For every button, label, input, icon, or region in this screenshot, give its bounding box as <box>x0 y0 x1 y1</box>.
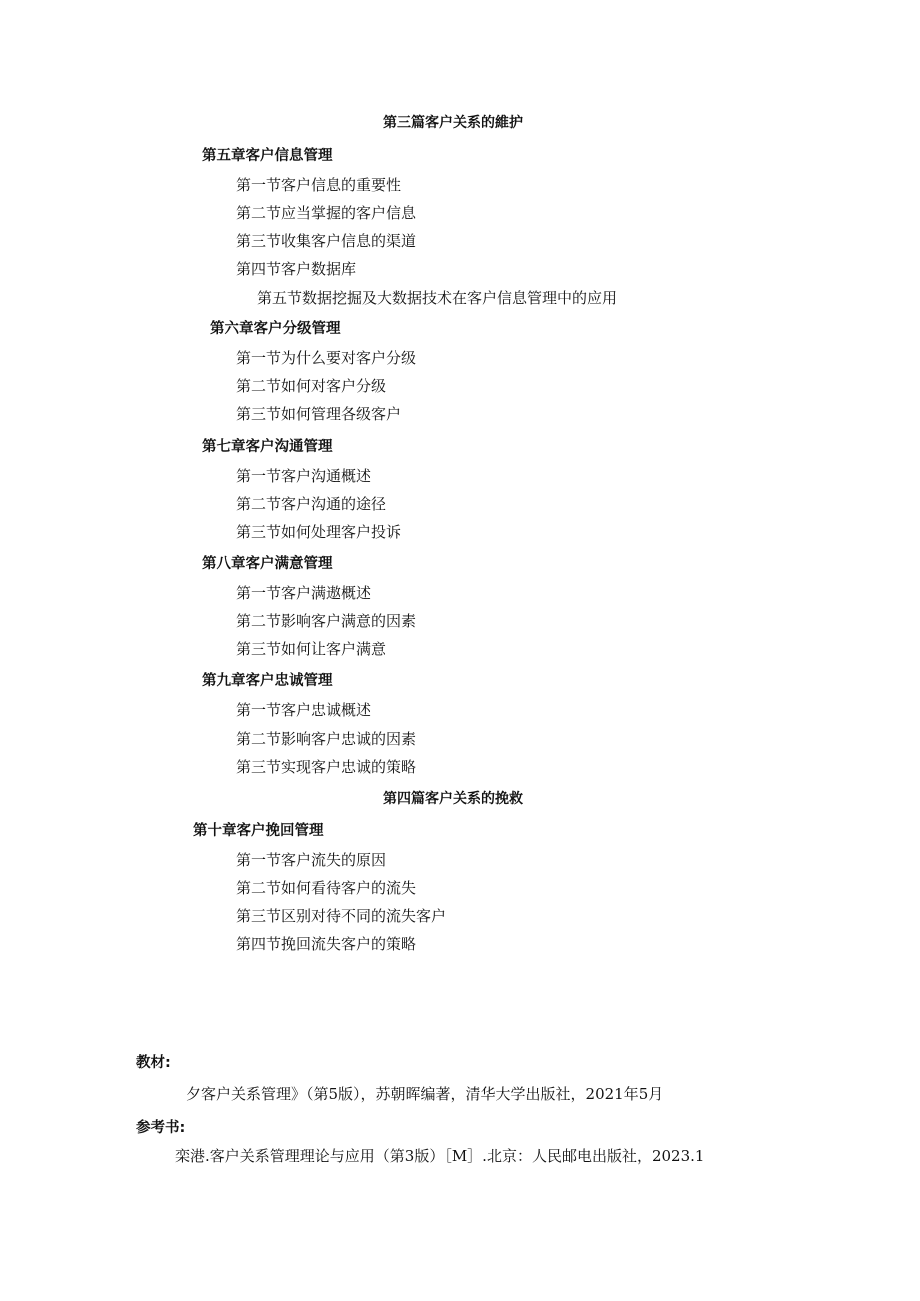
section-item: 第三节如何让客户满意 <box>236 640 387 658</box>
section-item: 第四节挽回流失客户的策略 <box>236 935 417 953</box>
section-item: 第二节如何看待客户的流失 <box>236 879 417 897</box>
section-item: 第二节应当掌握的客户信息 <box>236 204 417 222</box>
chapter-title: 第六章客户分级管理 <box>210 321 341 337</box>
part-title: 第四篇客户关系的挽救 <box>383 791 523 807</box>
chapter-title: 第五章客户信息管理 <box>202 148 333 164</box>
reference-label: 参考书: <box>136 1120 186 1136</box>
section-item: 第一节客户满遨概述 <box>236 584 372 602</box>
section-item: 第二节客户沟通的途径 <box>236 495 387 513</box>
section-item: 第一节客户信息的重要性 <box>236 176 402 194</box>
reference-entry: 栾港.客户关系管理理论与应用（第3版）［M］.北京：人民邮电出版社，2023.1 <box>175 1147 705 1165</box>
section-item: 第三节实现客户忠诚的策略 <box>236 758 417 776</box>
textbook-entry: 夕客户关系管理》（第5版），苏朝晖编著，清华大学出版社，2021年5月 <box>186 1085 664 1103</box>
section-item: 第三节收集客户信息的渠道 <box>236 232 417 250</box>
section-item: 第一节客户沟通概述 <box>236 467 372 485</box>
section-item: 第三节如何处理客户投诉 <box>236 523 402 541</box>
chapter-title: 第九章客户忠诚管理 <box>202 673 333 689</box>
textbook-label: 教材: <box>136 1055 171 1071</box>
chapter-title: 第八章客户满意管理 <box>202 556 333 572</box>
section-item: 第五节数据挖掘及大数据技术在客户信息管理中的应用 <box>257 289 618 307</box>
section-item: 第三节区别对待不同的流失客户 <box>236 907 447 925</box>
section-item: 第一节客户忠诚概述 <box>236 701 372 719</box>
section-item: 第一节为什么要对客户分级 <box>236 349 417 367</box>
part-title: 第三篇客户关系的維护 <box>383 115 523 131</box>
chapter-title: 第七章客户沟通管理 <box>202 439 333 455</box>
section-item: 第一节客户流失的原因 <box>236 851 387 869</box>
chapter-title: 第十章客户挽回管理 <box>193 823 324 839</box>
section-item: 第四节客户数据库 <box>236 260 357 278</box>
section-item: 第二节影响客户忠诚的因素 <box>236 730 417 748</box>
section-item: 第二节如何对客户分级 <box>236 377 387 395</box>
section-item: 第三节如何管理各级客户 <box>236 405 402 423</box>
section-item: 第二节影响客户满意的因素 <box>236 612 417 630</box>
